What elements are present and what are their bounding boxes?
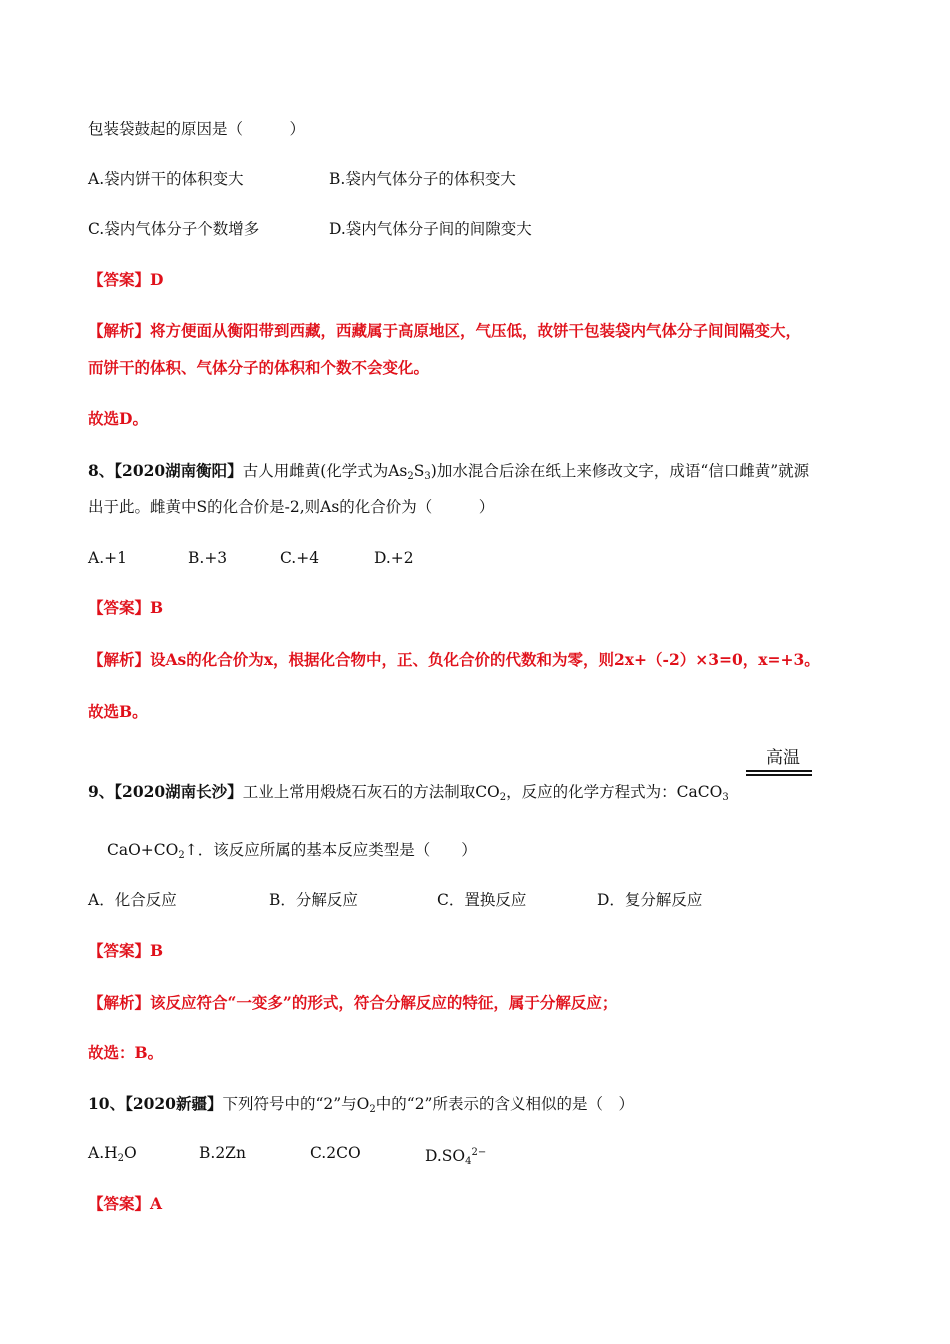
q7-analysis-line2: 而饼干的体积、气体分子的体积和个数不会变化。 bbox=[88, 358, 430, 377]
q8-stem-line2: 出于此。雌黄中S的化合价是-2,则As的化合价为（ ） bbox=[88, 498, 495, 516]
q9-option-a: A．化合反应 bbox=[88, 891, 177, 909]
q7-option-a: A.袋内饼干的体积变大 bbox=[88, 170, 244, 188]
q9-stem-line2: $CaO+CO_2↑$．该反应所属的基本反应类型是（ ） bbox=[107, 841, 477, 861]
q8-option-c: C.+4 bbox=[280, 549, 320, 567]
q10-option-d: $D.SO_4^{2-}$ bbox=[425, 1147, 487, 1167]
q7-analysis-line1: 【解析】将方便面从衡阳带到西藏，西藏属于高原地区，气压低，故饼干包装袋内气体分子间间隔变大， bbox=[88, 321, 802, 340]
q10-answer: 【答案】A bbox=[88, 1194, 163, 1213]
q9-analysis: 【解析】该反应符合“一变多”的形式，符合分解反应的特征，属于分解反应； bbox=[88, 993, 618, 1012]
q9-option-d: D．复分解反应 bbox=[597, 891, 703, 909]
q8-analysis: 【解析】设As的化合价为x，根据化合物中，正、负化合价的代数和为零，则2x+（-2）×3=0，x=+3。 bbox=[88, 650, 820, 669]
q8-stem-line1: 8、【2020湖南衡阳】古人用雌黄(化学式为$As_2S_3$)加水混合后涂在纸上来修改文字，成语“信口雌黄”就源 bbox=[88, 461, 810, 482]
q9-answer: 【答案】B bbox=[88, 941, 164, 960]
q9-option-c: C．置换反应 bbox=[437, 891, 527, 909]
equation-bar-upper bbox=[746, 770, 812, 772]
q7-option-b: B.袋内气体分子的体积变大 bbox=[329, 170, 516, 188]
q8-conclusion: 故选B。 bbox=[88, 702, 148, 721]
q8-option-d: D.+2 bbox=[374, 549, 414, 567]
q7-stem: 包装袋鼓起的原因是（ ） bbox=[88, 120, 306, 138]
q8-option-b: B.+3 bbox=[188, 549, 228, 567]
q10-stem: 10、【2020新疆】下列符号中的“2”与$O_2$中的“2”所表示的含义相似的是（ ） bbox=[88, 1094, 634, 1115]
q9-source: 【2020湖南长沙】 bbox=[114, 782, 243, 801]
q8-answer: 【答案】B bbox=[88, 598, 164, 617]
q10-option-c: C.2CO bbox=[310, 1144, 361, 1162]
q7-option-c: C.袋内气体分子个数增多 bbox=[88, 220, 260, 238]
q7-conclusion: 故选D。 bbox=[88, 409, 148, 428]
q9-option-b: B．分解反应 bbox=[269, 891, 358, 909]
equation-bar-lower bbox=[746, 774, 812, 776]
q8-source: 【2020湖南衡阳】 bbox=[114, 461, 243, 480]
q8-number: 8、 bbox=[88, 461, 115, 480]
q7-option-d: D.袋内气体分子间的间隙变大 bbox=[329, 220, 532, 238]
q8-option-a: A.+1 bbox=[88, 549, 127, 567]
reaction-condition: 高温 bbox=[766, 748, 800, 768]
q10-option-a: $A.H_2O$ bbox=[88, 1144, 137, 1164]
q9-conclusion: 故选：B。 bbox=[88, 1043, 164, 1062]
q7-answer: 【答案】D bbox=[88, 270, 164, 289]
q10-number: 10、 bbox=[88, 1094, 126, 1113]
q9-number: 9、 bbox=[88, 782, 115, 801]
q10-option-b: B.2Zn bbox=[199, 1144, 246, 1162]
q9-stem-line1: 9、【2020湖南长沙】工业上常用煅烧石灰石的方法制取$CO_2$，反应的化学方程式为：CaCO$_3$ bbox=[88, 782, 729, 803]
q10-source: 【2020新疆】 bbox=[125, 1094, 223, 1113]
